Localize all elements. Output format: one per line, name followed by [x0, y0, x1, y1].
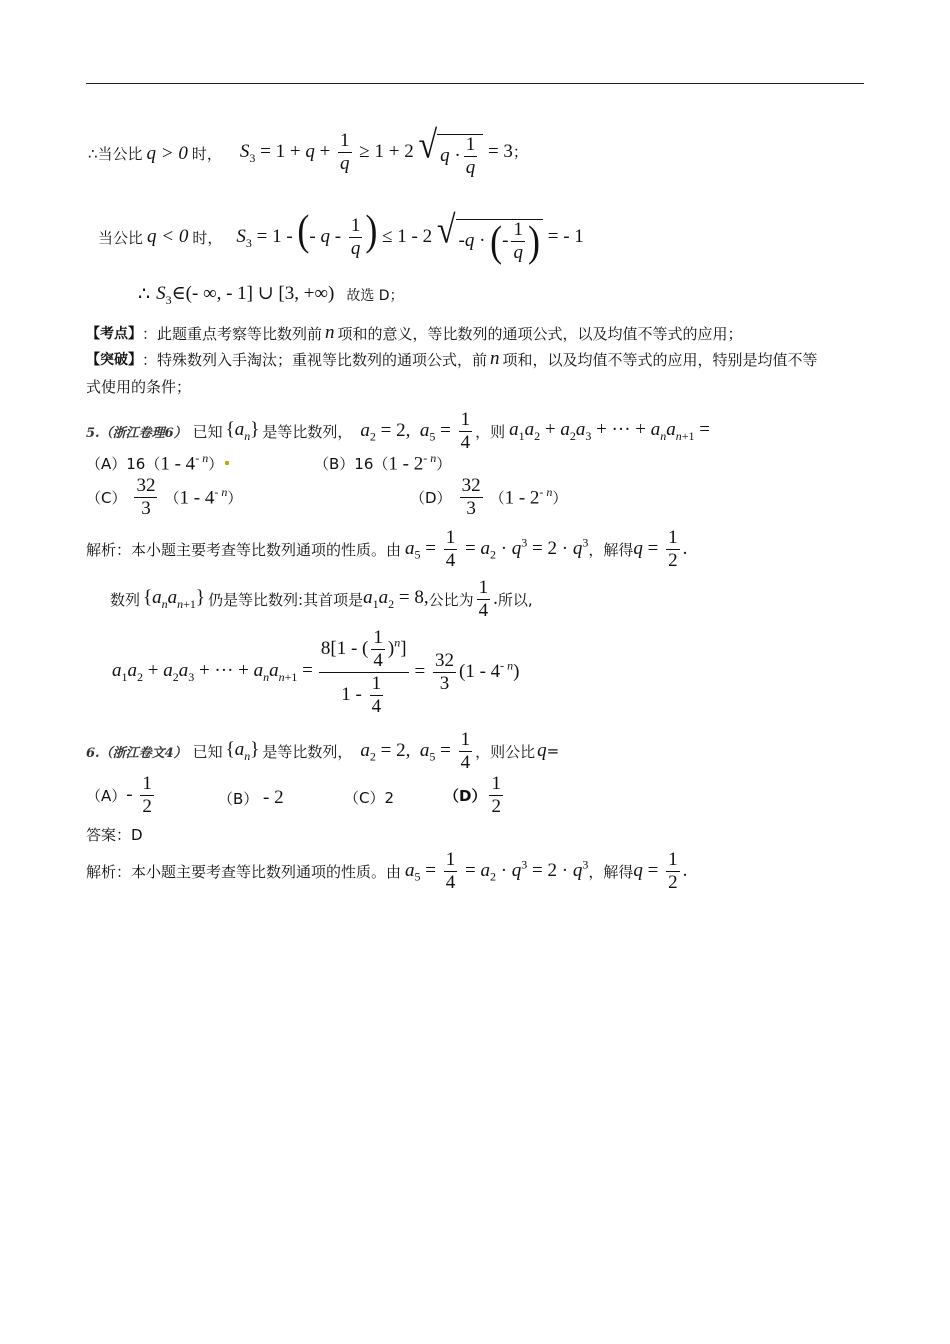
q6-answer-text: 答案：D: [86, 826, 143, 844]
condition: q < 0: [147, 226, 189, 248]
tupo-text-2: 项和，以及均值不等式的应用，特别是均值不等: [502, 350, 818, 369]
q6-stem: 6.（浙江卷文4） 已知 $\{a_n\}$ 是等比数列， $a_2 = 2$, $a_5$ = $\frac{1}{4}$ ，则公比 q =: [86, 729, 560, 773]
q6-option-d-label: （D）: [444, 786, 487, 805]
tupo-text: ：特殊数列入手淘汰；重视等比数列的通项公式，前: [142, 350, 488, 369]
formula-s3-negative: $S_3 = 1$ - (- q - $\frac{1}{q}$ ) ≤ 1 - 2 √ - q · ( - $\frac{1}{q}$ ) = - 1: [236, 206, 584, 266]
q5-option-c[interactable]: （C） $\frac{32}{3}$ （ $1 - 4^{- n}$ ）: [86, 475, 243, 519]
q6-solution: 解析：本小题主要考查等比数列通项的性质。由 $a_5$ = $\frac{1}{4}$ = $a_2 \cdot q^3 = 2 \cdot q^3$ ，解得 q = $\frac{1}{2}$ .: [86, 849, 688, 893]
therefore-symbol: ∴: [138, 284, 151, 306]
shi: 时，: [192, 228, 223, 247]
range-line: [138, 282, 404, 308]
q6-option-c-label: （C）2: [344, 789, 395, 807]
q5-seq-text: 仍是等比数列:其首项是: [208, 590, 364, 609]
q5-seq-text-3: 所以,: [497, 590, 533, 609]
q6-stem-3: ，则公比: [475, 742, 536, 761]
case-label: 当公比: [98, 228, 144, 247]
q6-option-d[interactable]: （D） $\frac{1}{2}$: [444, 773, 501, 817]
q5-option-b[interactable]: （B）16（ $1 - 2^{- n}$ ）: [314, 451, 452, 475]
q6-option-a[interactable]: （A） - $\frac{1}{2}$: [86, 773, 152, 817]
q5-option-a[interactable]: （A）16（ $1 - 4^{- n}$ ）: [86, 451, 231, 475]
q5-seq-prefix: 数列: [110, 590, 141, 609]
q6-option-c[interactable]: [344, 787, 394, 808]
case-q-positive: [88, 124, 528, 178]
condition: q > 0: [146, 142, 188, 164]
tupo-label: 【突破】: [86, 352, 142, 368]
kaodian-text-2: 项和的意义，等比数列的通项公式，以及均值不等式的应用；: [337, 324, 743, 343]
q5-sequence: 数列 $\{a_na_{n+1}\}$ 仍是等比数列:其首项是 $a_1a_2 = 8$, 公比为 $\frac{1}{4}$ . 所以,: [110, 577, 533, 621]
q5-solution: 解析：本小题主要考查等比数列通项的性质。由 $a_5$ = $\frac{1}{4}$ = $a_2 \cdot q^3 = 2 \cdot q^3$ ，解得 q = $\frac{1}{2}$ .: [86, 527, 688, 571]
kaodian-label: 【考点】: [86, 326, 142, 342]
answer-choice: 故选 D；: [346, 287, 404, 304]
range-formula: $S_3\in(-$ ∞, - 1] ∪ [3, +∞): [156, 283, 335, 307]
q5-stem-3: ，则: [475, 422, 506, 441]
q6-option-a-label: （A）: [86, 786, 127, 805]
tupo-cont: [86, 376, 191, 397]
header-rule: [86, 83, 864, 84]
q5-stem: 5.（浙江卷理6） 已知 $\{a_n\}$ 是等比数列， $a_2 = 2$, $a_5$ = $\frac{1}{4}$ ，则 $a_1a_2 + a_2a_3$ + ··· + $a_na_{n+1}$ =: [86, 409, 710, 453]
q6-solution-mid: ，解得: [588, 862, 634, 881]
q5-seq-text-2: 公比为: [428, 590, 474, 609]
tupo-text-3: 式使用的条件；: [86, 378, 192, 396]
q5-stem-2: 是等比数列，: [262, 422, 353, 441]
q5-sum-formula: $a_1a_2 + a_2a_3$ + ··· + $a_na_{n+1}$ = 8[1 - ( $\frac{1}{4}$ )$^n$] 1 - $\frac{1}{4}$ = $\frac{32}{3}$ $(1 - 4^{- n})$: [112, 627, 520, 717]
q6-option-b[interactable]: （B） - 2: [218, 787, 284, 808]
q5-source: 5.（浙江卷理6）: [86, 425, 187, 441]
q5-option-b-label: （B）16（: [314, 454, 389, 473]
q5-option-c-label: （C）: [86, 488, 127, 507]
shi: 时，: [191, 145, 222, 164]
formula-s3-positive: $S_3 = 1 + q$ + $\frac{1}{q}$ ≥ 1 + 2 √ q · $\frac{1}{q}$ = 3；: [239, 124, 528, 178]
q6-option-b-label: （B）: [218, 789, 259, 808]
q5-solution-text: 解析：本小题主要考查等比数列通项的性质。由: [86, 540, 402, 559]
q6-source: 6.（浙江卷文4）: [86, 745, 187, 761]
q5-option-d-label: （D）: [410, 488, 452, 507]
q5-stem-1: 已知: [192, 422, 223, 441]
q6-answer: [86, 824, 143, 845]
tupo: 【突破】 ：特殊数列入手淘汰；重视等比数列的通项公式，前 n 项和，以及均值不等式的应用，特别是均值不等: [86, 348, 818, 369]
q6-stem-1: 已知: [192, 742, 223, 761]
q5-option-a-label: （A）16（: [86, 454, 161, 473]
case-label: ∴当公比: [88, 145, 143, 164]
case-q-negative: [98, 206, 584, 266]
q6-stem-2: 是等比数列，: [262, 742, 353, 761]
q5-solution-mid: ，解得: [588, 540, 634, 559]
q5-option-d[interactable]: （D） $\frac{32}{3}$ （ $1 - 2^{- n}$ ）: [410, 475, 568, 519]
kaodian: 【考点】 ：此题重点考察等比数列前 n 项和的意义，等比数列的通项公式，以及均值不等式的应用；: [86, 322, 743, 343]
kaodian-text: ：此题重点考察等比数列前: [142, 324, 323, 343]
q6-solution-text: 解析：本小题主要考查等比数列通项的性质。由: [86, 862, 402, 881]
